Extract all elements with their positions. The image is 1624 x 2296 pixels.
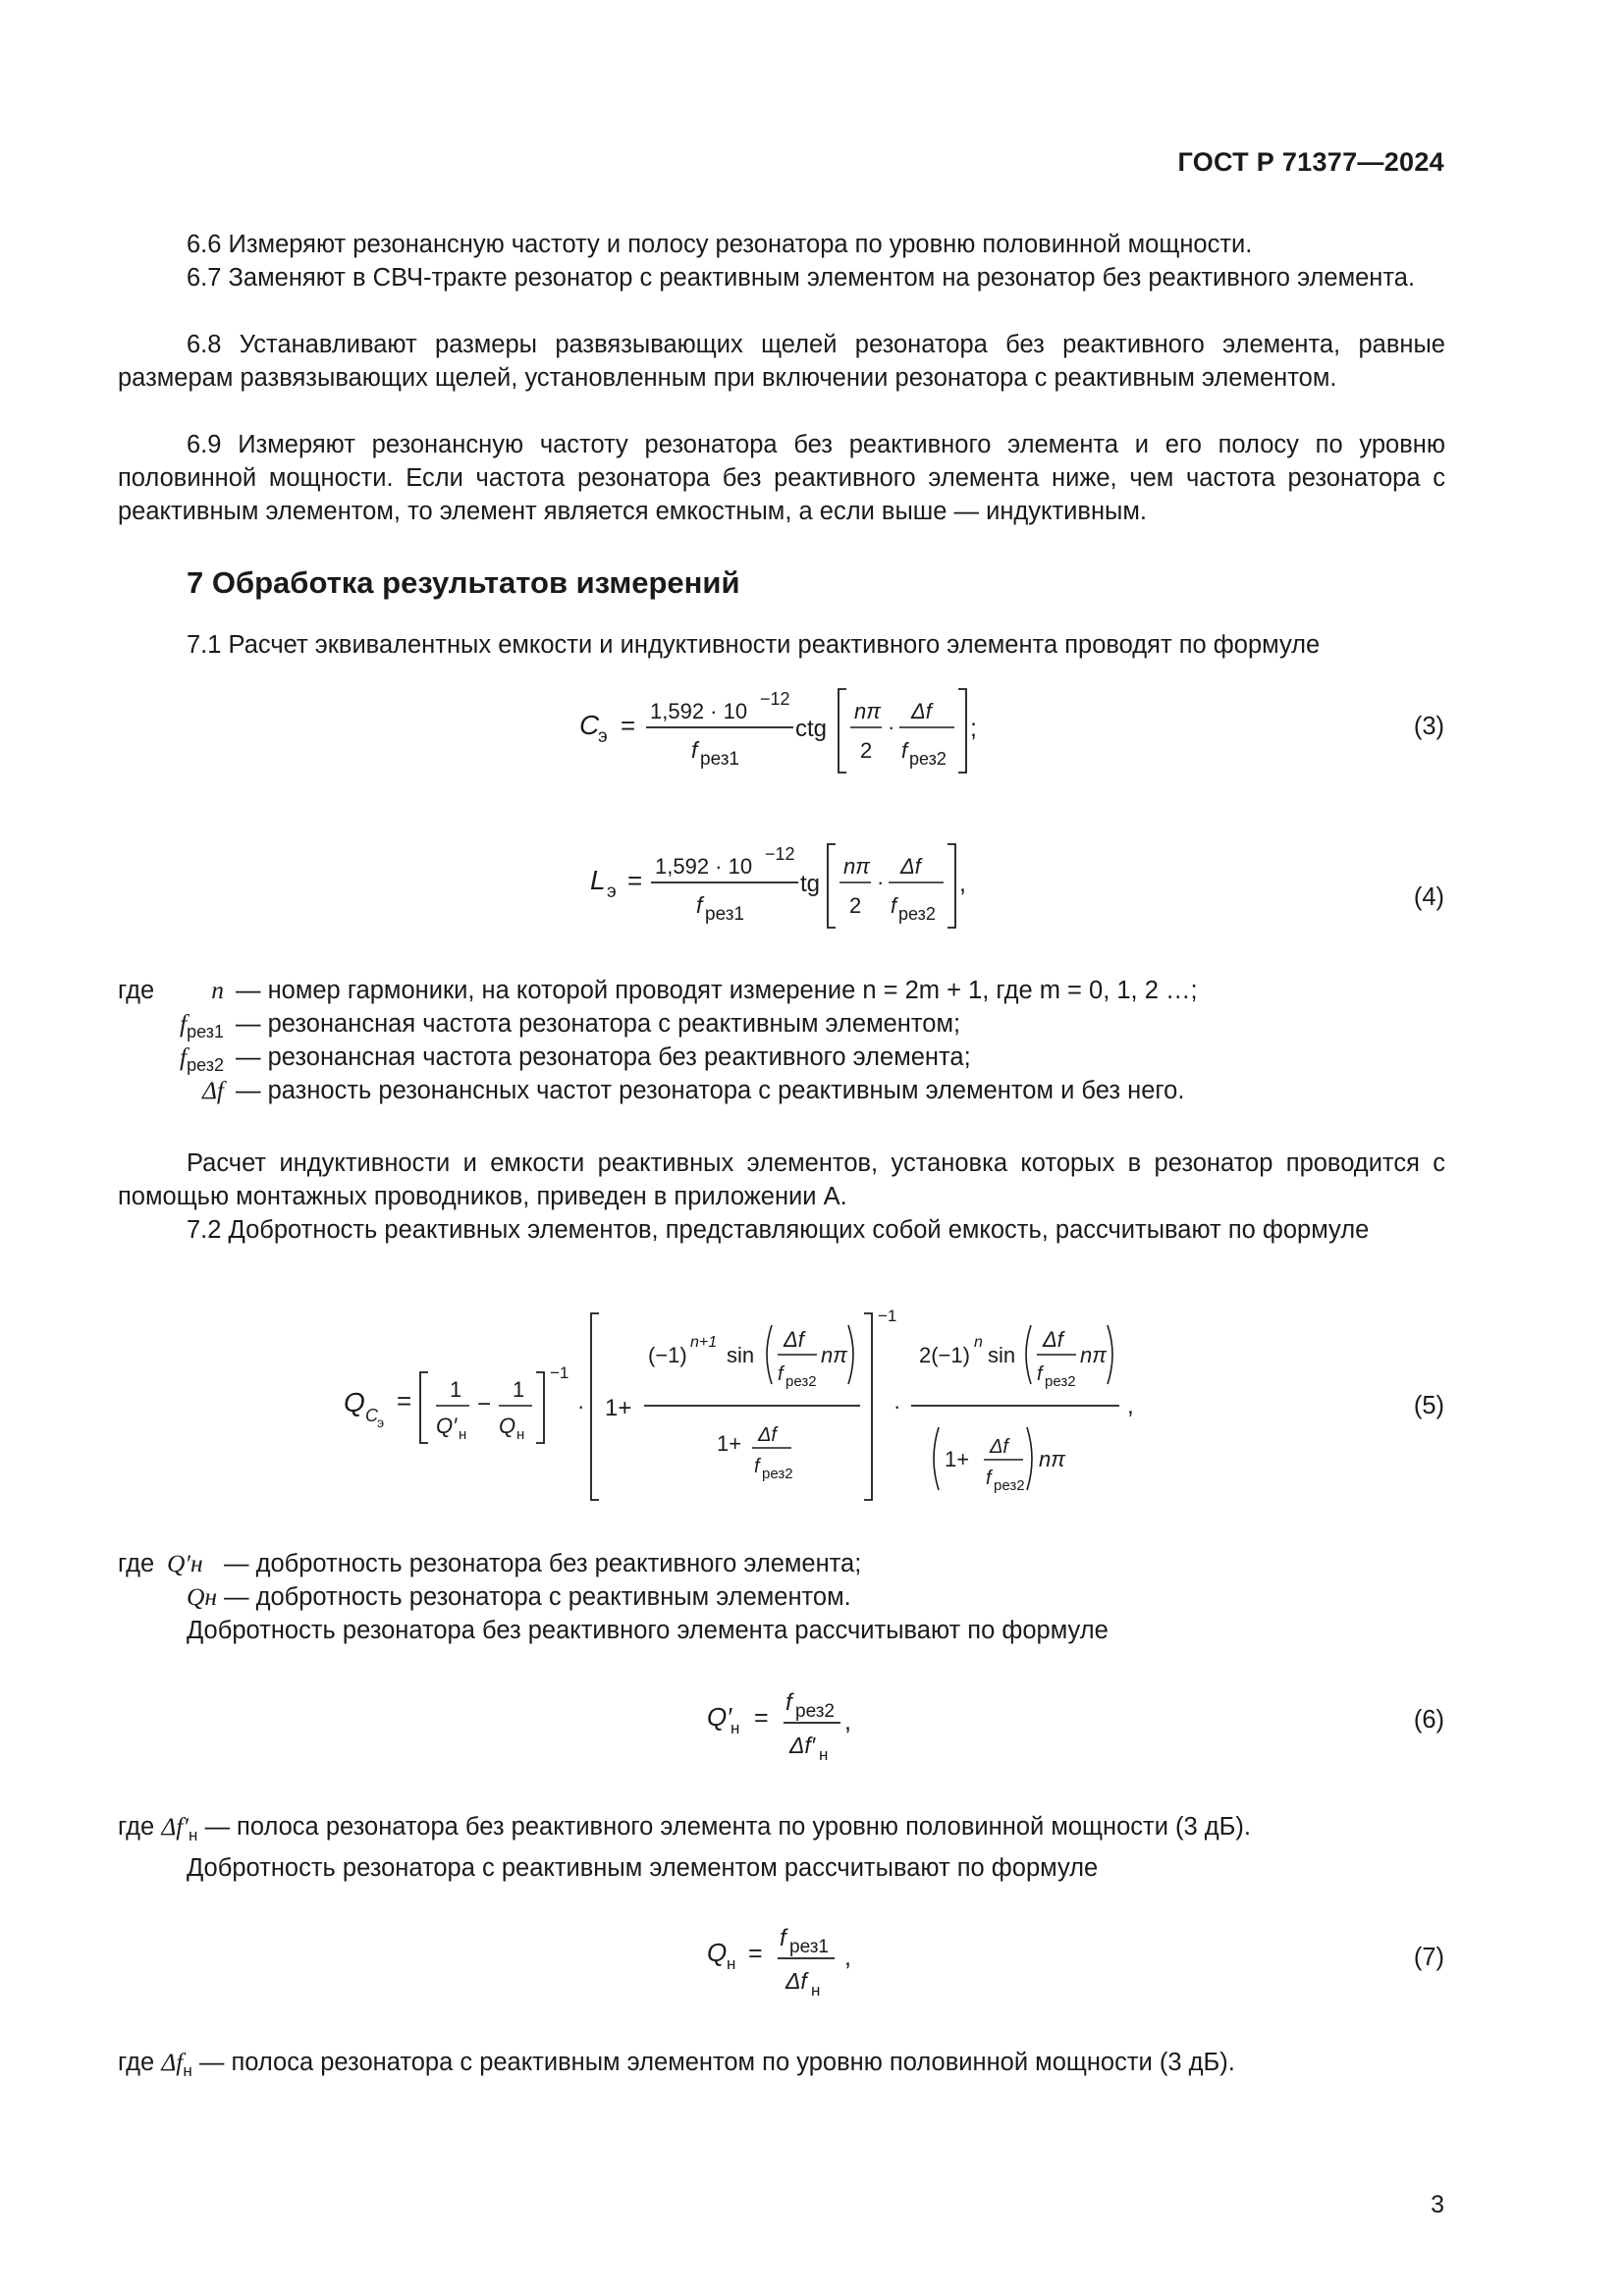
eq3-coef: 1,592 · 10 bbox=[650, 699, 748, 723]
def-term-n: n bbox=[211, 976, 224, 1004]
eq3-lhs: C bbox=[579, 710, 600, 740]
svg-text:Δf: Δf bbox=[990, 1436, 1008, 1458]
eq3-f2-sub: рез2 bbox=[909, 749, 947, 769]
eq3-f2: f bbox=[901, 738, 908, 763]
svg-text:рез2: рез2 bbox=[762, 1466, 793, 1482]
svg-text:Δf: Δf bbox=[1043, 1327, 1063, 1352]
svg-text:f: f bbox=[754, 1456, 760, 1477]
def-text-f-rez1: — резонансная частота резонатора с реактивным элементом; bbox=[236, 1010, 961, 1038]
eq3-den-sub: рез1 bbox=[700, 749, 739, 770]
eq4-two: 2 bbox=[849, 893, 862, 918]
eq3-bracket-left bbox=[839, 689, 846, 773]
svg-text:Δf: Δf bbox=[784, 1327, 804, 1352]
where-label-2: где bbox=[118, 1550, 155, 1577]
eq3-npi: nπ bbox=[854, 699, 881, 723]
svg-text:=: = bbox=[748, 1940, 763, 1967]
svg-text:nπ: nπ bbox=[821, 1343, 847, 1367]
eq7-num-sub: рез1 bbox=[789, 1937, 829, 1957]
svg-text:·: · bbox=[893, 1394, 901, 1418]
svg-text:,: , bbox=[1127, 1393, 1134, 1419]
def-term-delta-f: Δf bbox=[201, 1076, 224, 1104]
eq4-den-sub: рез1 bbox=[705, 904, 744, 925]
eq4-bracket-right bbox=[947, 844, 955, 928]
equation-5-number: (5) bbox=[1413, 1392, 1444, 1419]
def-term-f-rez2: $f_{рез2}$ bbox=[180, 1042, 224, 1076]
eq7-den: Δf bbox=[785, 1968, 807, 1994]
paragraph-calc-appendix: Расчет индуктивности и емкости реактивных элементов, установка которых в резонатор проводится с помощью монтажных проводников, приведен в приложении А. bbox=[118, 1149, 1445, 1210]
section-heading-7: 7 Обработка результатов измерений bbox=[187, 565, 740, 600]
def-term-q-unloaded: Q′н bbox=[167, 1549, 203, 1577]
eq3-exp: −12 bbox=[760, 689, 790, 709]
eq6-tail: , bbox=[844, 1708, 851, 1735]
eq7-num: f bbox=[780, 1925, 786, 1951]
svg-text:1+: 1+ bbox=[605, 1395, 632, 1421]
eq6-num: f bbox=[785, 1689, 792, 1716]
svg-text:н: н bbox=[516, 1426, 525, 1443]
svg-text:рез2: рез2 bbox=[785, 1373, 817, 1390]
svg-text:Q: Q bbox=[499, 1414, 516, 1438]
def-text-n: — номер гармоники, на которой проводят измерение n = 2m + 1, где m = 0, 1, 2 …; bbox=[236, 977, 1198, 1004]
definition-eq7: где $\Delta f_н$ — полоса резонатора с реактивным элементом по уровню половинной мощности (3 дБ). bbox=[118, 2048, 1235, 2081]
eq3-den: f bbox=[691, 737, 698, 763]
svg-text:n: n bbox=[974, 1334, 983, 1351]
svg-text:f: f bbox=[1037, 1363, 1043, 1385]
eq4-den: f bbox=[696, 892, 703, 918]
def-text-delta-f: — разность резонансных частот резонатора с реактивным элементом и без него. bbox=[236, 1077, 1185, 1104]
svg-text:=: = bbox=[397, 1386, 412, 1415]
svg-text:рез2: рез2 bbox=[1045, 1373, 1076, 1390]
eq7-tail: , bbox=[844, 1944, 851, 1971]
svg-text:−1: −1 bbox=[878, 1307, 897, 1325]
svg-text:Δf: Δf bbox=[758, 1424, 777, 1446]
svg-text:рез2: рез2 bbox=[994, 1477, 1025, 1494]
paragraph-q-unloaded: Добротность резонатора без реактивного элемента рассчитывают по формуле bbox=[187, 1617, 1109, 1644]
def-term-f-rez1: $f_{рез1}$ bbox=[180, 1009, 224, 1042]
eq3-dot: · bbox=[888, 715, 895, 739]
equation-5 bbox=[334, 1296, 1237, 1512]
equation-6 bbox=[697, 1669, 893, 1777]
eq7-den-sub: н bbox=[811, 1981, 821, 2000]
equation-3-number: (3) bbox=[1413, 713, 1444, 740]
equation-7-number: (7) bbox=[1413, 1944, 1444, 1971]
svg-text:1+: 1+ bbox=[945, 1447, 970, 1471]
paragraph-7-2: 7.2 Добротность реактивных элементов, представляющих собой емкость, рассчитывают по формуле bbox=[187, 1216, 1370, 1244]
equation-4-number: (4) bbox=[1413, 883, 1444, 911]
eq6-lhs-sub: н bbox=[731, 1719, 740, 1737]
svg-text:н: н bbox=[459, 1426, 467, 1443]
def-term-q-loaded: Qн bbox=[187, 1582, 218, 1611]
svg-text:−: − bbox=[477, 1391, 492, 1417]
equation-7 bbox=[697, 1904, 893, 2012]
eq4-equals: = bbox=[627, 866, 643, 895]
eq6-lhs: Q′ bbox=[707, 1702, 732, 1732]
svg-text:Q′: Q′ bbox=[436, 1414, 458, 1438]
equation-6-number: (6) bbox=[1413, 1706, 1444, 1734]
svg-text:·: · bbox=[877, 870, 885, 894]
svg-text:nπ: nπ bbox=[1080, 1343, 1107, 1367]
svg-text:C: C bbox=[365, 1406, 378, 1425]
eq6-den-sub: н bbox=[819, 1745, 829, 1764]
eq3-two: 2 bbox=[860, 738, 873, 763]
eq4-f2-sub: рез2 bbox=[898, 904, 936, 924]
eq4-func: tg bbox=[800, 871, 821, 897]
eq4-exp: −12 bbox=[765, 844, 795, 864]
svg-text:1+: 1+ bbox=[717, 1431, 742, 1456]
eq7-lhs-sub: н bbox=[727, 1954, 736, 1973]
page-number: 3 bbox=[1431, 2191, 1444, 2218]
eq3-lhs-sub: э bbox=[598, 726, 608, 747]
svg-text:sin: sin bbox=[988, 1343, 1016, 1367]
definition-eq6: где $\Delta f'_н$ — полоса резонатора без реактивного элемента по уровню половинной мощности (3 дБ). bbox=[118, 1812, 1251, 1845]
eq3-tail: ; bbox=[970, 715, 977, 742]
svg-text:sin: sin bbox=[727, 1343, 755, 1367]
eq6-num-sub: рез2 bbox=[795, 1701, 835, 1722]
eq3-bracket-right bbox=[958, 689, 966, 773]
eq3-df: Δf bbox=[911, 699, 932, 723]
equation-3 bbox=[569, 677, 1001, 785]
svg-text:n+1: n+1 bbox=[690, 1334, 718, 1351]
def-text-f-rez2: — резонансная частота резонатора без реактивного элемента; bbox=[236, 1043, 971, 1071]
eq6-den: Δf′ bbox=[789, 1733, 816, 1758]
svg-text:Q: Q bbox=[344, 1387, 365, 1417]
eq4-tail: , bbox=[959, 870, 966, 897]
paragraph-6-7: 6.7 Заменяют в СВЧ-тракте резонатор с реактивным элементом на резонатор без реактивного элемента. bbox=[187, 264, 1416, 292]
eq4-lhs: L bbox=[590, 865, 606, 895]
svg-text:·: · bbox=[577, 1394, 585, 1418]
eq7-lhs: Q bbox=[707, 1938, 728, 1967]
svg-text:f: f bbox=[778, 1363, 784, 1385]
paragraph-6-9: 6.9 Измеряют резонансную частоту резонатора без реактивного элемента и его полосу по уровню половинной мощности. Если частота резонатора без реактивного элемента ниже, чем частота резонатора с реактивным элементом, то элемент является емкостным, а если выше — индуктивным. bbox=[118, 431, 1445, 525]
eq4-lhs-sub: э bbox=[607, 881, 617, 902]
svg-text:nπ: nπ bbox=[1039, 1447, 1065, 1471]
eq4-coef: 1,592 · 10 bbox=[655, 854, 753, 879]
eq3-func: ctg bbox=[795, 716, 828, 742]
equation-4 bbox=[574, 832, 1006, 940]
eq4-df: Δf bbox=[900, 854, 921, 879]
paragraph-q-loaded: Добротность резонатора с реактивным элементом рассчитывают по формуле bbox=[187, 1854, 1099, 1882]
paragraph-7-1: 7.1 Расчет эквивалентных емкости и индуктивности реактивного элемента проводят по формуле bbox=[187, 631, 1321, 659]
definitions-list-1 bbox=[118, 974, 1453, 1111]
svg-text:(−1): (−1) bbox=[648, 1343, 687, 1367]
svg-text:−1: −1 bbox=[550, 1363, 569, 1382]
where-label: где bbox=[118, 977, 155, 1004]
svg-text:f: f bbox=[986, 1468, 992, 1489]
svg-text:1: 1 bbox=[513, 1377, 525, 1402]
paragraph-6-8: 6.8 Устанавливают размеры развязывающих щелей резонатора без реактивного элемента, равные размерам развязывающих щелей, установленным при включении резонатора с реактивным элементом. bbox=[118, 331, 1445, 392]
def-text-q-unloaded: — добротность резонатора без реактивного элемента; bbox=[224, 1550, 862, 1577]
eq4-bracket-left bbox=[828, 844, 836, 928]
def-text-q-loaded: — добротность резонатора с реактивным элементом. bbox=[224, 1583, 851, 1611]
eq3-equals: = bbox=[621, 711, 636, 740]
document-header: ГОСТ Р 71377—2024 bbox=[1177, 147, 1444, 177]
paragraph-6-6: 6.6 Измеряют резонансную частоту и полосу резонатора по уровню половинной мощности. bbox=[187, 231, 1253, 258]
svg-text:=: = bbox=[754, 1704, 769, 1732]
svg-text:э: э bbox=[377, 1415, 385, 1430]
eq4-npi: nπ bbox=[843, 854, 870, 879]
eq4-f2: f bbox=[891, 893, 897, 918]
svg-text:1: 1 bbox=[450, 1377, 462, 1402]
definitions-list-2 bbox=[118, 1547, 1453, 1616]
svg-text:2(−1): 2(−1) bbox=[919, 1343, 970, 1367]
